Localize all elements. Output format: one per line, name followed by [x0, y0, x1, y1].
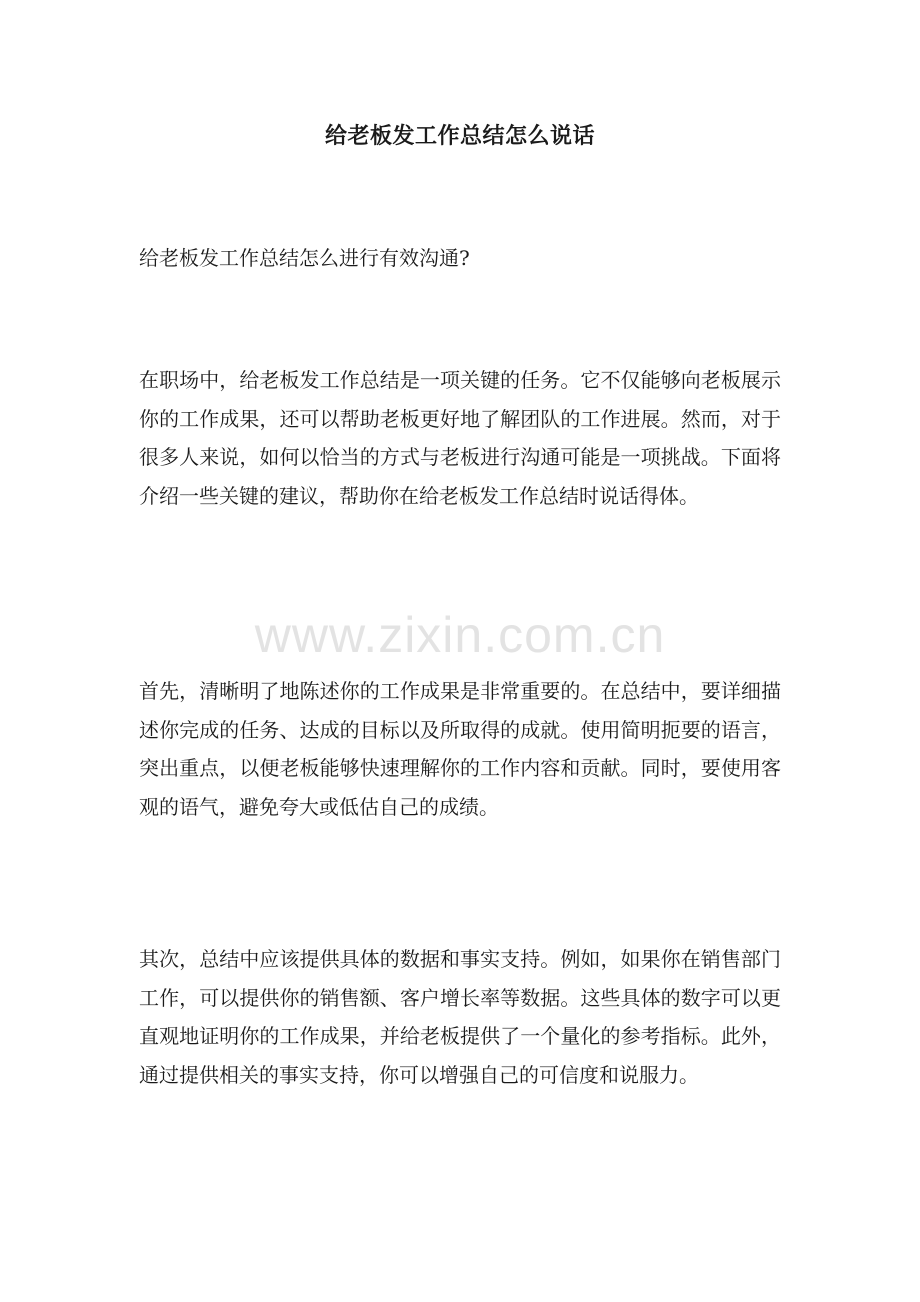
watermark: www.zixin.com.cn [254, 607, 666, 663]
document-subtitle: 给老板发工作总结怎么进行有效沟通? [139, 246, 470, 270]
paragraph-1: 在职场中，给老板发工作总结是一项关键的任务。它不仅能够向老板展示你的工作成果，还可以帮助老板更好地了解团队的工作进展。然而，对于很多人来说，如何以恰当的方式与老板进行沟通可能是一项挑战。下面将介绍一些关键的建议，帮助你在给老板发工作总结时说话得体。 [139, 368, 781, 508]
paragraph-3: 其次，总结中应该提供具体的数据和事实支持。例如，如果你在销售部门工作，可以提供你的销售额、客户增长率等数据。这些具体的数字可以更直观地证明你的工作成果，并给老板提供了一个量化的参考指标。此外，通过提供相关的事实支持，你可以增强自己的可信度和说服力。 [139, 947, 781, 1087]
document-title: 给老板发工作总结怎么说话 [324, 123, 595, 149]
paragraph-2: 首先，清晰明了地陈述你的工作成果是非常重要的。在总结中，要详细描述你完成的任务、达成的目标以及所取得的成就。使用简明扼要的语言，突出重点，以便老板能够快速理解你的工作内容和贡献。同时，要使用客观的语气，避免夸大或低估自己的成绩。 [139, 679, 781, 819]
